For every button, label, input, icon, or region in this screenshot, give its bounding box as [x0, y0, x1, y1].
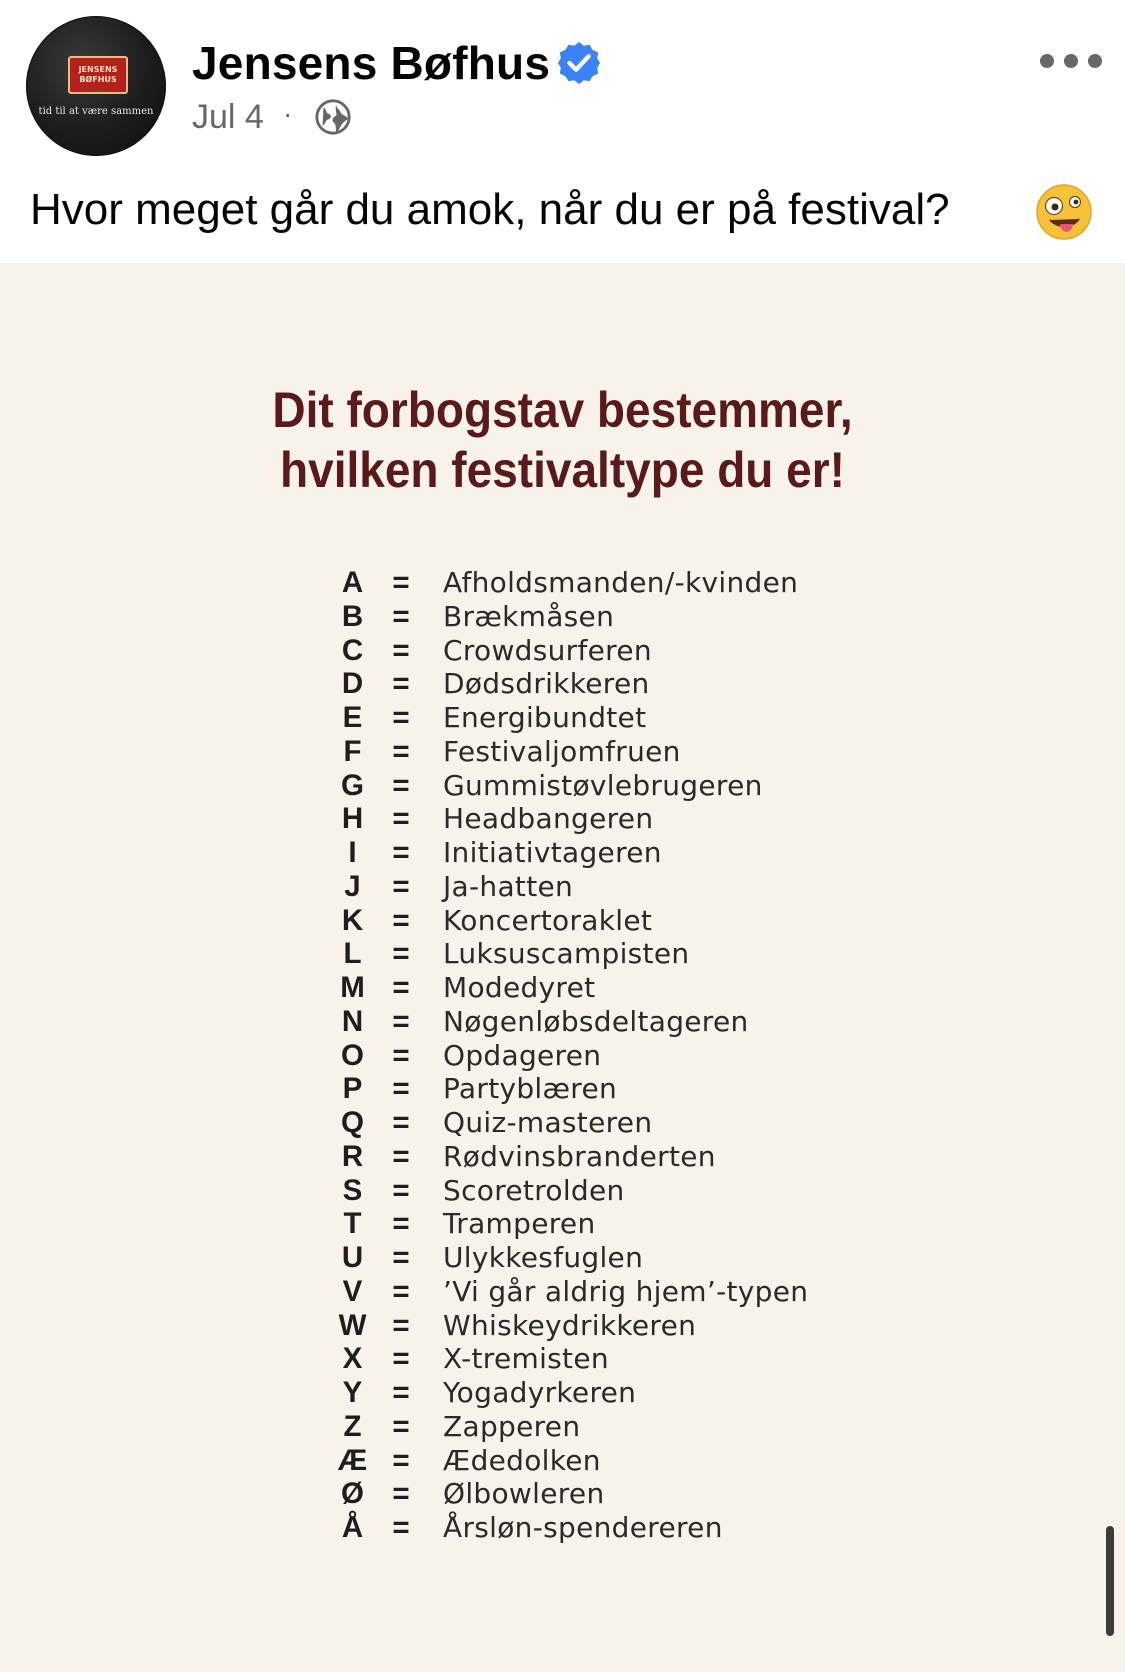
equals-sign: = [392, 903, 410, 937]
festival-type-label: Tramperen [443, 1207, 596, 1241]
image-title [0, 380, 1125, 500]
list-item [330, 701, 890, 735]
initial-letter: Ø [341, 1477, 364, 1511]
list-item [330, 634, 890, 668]
equals-sign: = [392, 1409, 410, 1443]
equals-sign: = [392, 1173, 410, 1207]
equals-sign: = [392, 1072, 410, 1106]
list-item [330, 1376, 890, 1410]
equals-sign: = [392, 1477, 410, 1511]
more-dot [1040, 54, 1054, 68]
equals-sign: = [392, 869, 410, 903]
equals-sign: = [392, 1511, 410, 1544]
initial-letter: B [341, 599, 364, 633]
list-item [330, 600, 890, 634]
equals-sign: = [392, 734, 410, 768]
list-item [330, 769, 890, 803]
festival-type-label: Zapperen [443, 1409, 581, 1443]
initial-letter: Q [341, 1106, 364, 1139]
equals-sign: = [392, 1106, 410, 1139]
post-header [0, 0, 1125, 165]
festival-type-label: Koncertoraklet [443, 903, 653, 937]
festival-type-label: ’Vi går aldrig hjem’-typen [443, 1274, 809, 1308]
list-item [330, 735, 890, 769]
initial-letter: U [341, 1241, 364, 1274]
festival-type-label: Initiativtageren [443, 836, 662, 869]
equals-sign: = [392, 1139, 410, 1173]
equals-sign: = [392, 1342, 410, 1376]
list-item [330, 1140, 890, 1174]
festival-type-label: Scoretrolden [443, 1173, 625, 1207]
festival-type-label: Headbangeren [443, 802, 654, 836]
list-item [330, 1039, 890, 1073]
list-item [330, 1174, 890, 1208]
festival-type-label: X-tremisten [443, 1342, 609, 1376]
equals-sign: = [392, 1443, 410, 1477]
equals-sign: = [392, 802, 410, 836]
festival-type-label: Whiskeydrikkeren [443, 1308, 697, 1342]
festival-type-label: Ulykkesfuglen [443, 1241, 644, 1274]
list-item [330, 1444, 890, 1478]
equals-sign: = [392, 1038, 410, 1072]
more-dot [1064, 54, 1078, 68]
more-options-icon[interactable] [1040, 48, 1102, 74]
festival-type-label: Modedyret [443, 971, 596, 1004]
initial-letter: L [343, 937, 362, 971]
festival-type-list [330, 566, 890, 1545]
festival-type-label: Opdageren [443, 1038, 602, 1072]
festival-type-label: Dødsdrikkeren [443, 667, 650, 701]
list-item [330, 1477, 890, 1511]
festival-type-label: Ja-hatten [443, 869, 574, 903]
equals-sign: = [392, 566, 410, 599]
festival-type-label: Crowdsurferen [443, 633, 652, 667]
equals-sign: = [392, 633, 410, 667]
festival-type-label: Gummistøvlebrugeren [443, 768, 763, 802]
equals-sign: = [392, 1308, 410, 1342]
equals-sign: = [392, 937, 410, 971]
list-item [330, 1511, 890, 1545]
initial-letter: D [341, 667, 364, 701]
equals-sign: = [392, 836, 410, 869]
initial-letter: Y [342, 1376, 363, 1409]
festival-type-label: Partyblæren [443, 1072, 618, 1106]
initial-letter: S [342, 1173, 363, 1207]
initial-letter: V [342, 1274, 363, 1308]
list-item [330, 1241, 890, 1275]
initial-letter: E [342, 701, 363, 734]
list-item [330, 836, 890, 870]
image-title-line-1: Dit forbogstav bestemmer, [272, 382, 853, 438]
scrollbar[interactable] [1106, 1526, 1114, 1636]
post-caption: Hvor meget går du amok, når du er på festival? [30, 185, 950, 234]
separator-dot: · [283, 98, 293, 129]
list-item [330, 971, 890, 1005]
image-title-line-2: hvilken festivaltype du er! [280, 442, 845, 498]
festival-type-label: Festivaljomfruen [443, 734, 681, 768]
equals-sign: = [392, 701, 410, 734]
more-dot [1088, 54, 1102, 68]
initial-letter: O [341, 1038, 364, 1072]
initial-letter: J [344, 869, 361, 903]
initial-letter: A [341, 566, 364, 599]
list-item [330, 904, 890, 938]
post-timestamp[interactable]: Jul 4 [192, 98, 264, 136]
list-item [330, 870, 890, 904]
logo-line-1: JENSENS [78, 65, 118, 74]
list-item [330, 667, 890, 701]
initial-letter: K [341, 903, 364, 937]
initial-letter: T [343, 1207, 362, 1241]
equals-sign: = [392, 667, 410, 701]
festival-type-label: Ølbowleren [443, 1477, 605, 1511]
page-name-link[interactable]: Jensens Bøfhus [192, 37, 551, 89]
festival-type-label: Årsløn-spendereren [443, 1511, 723, 1544]
initial-letter: P [342, 1072, 363, 1106]
initial-letter: G [341, 768, 364, 802]
equals-sign: = [392, 599, 410, 633]
festival-type-label: Yogadyrkeren [443, 1376, 637, 1409]
list-item [330, 1072, 890, 1106]
initial-letter: F [343, 734, 362, 768]
list-item [330, 1309, 890, 1343]
verified-badge-icon [556, 40, 602, 86]
initial-letter: I [348, 836, 357, 869]
logo-line-2: BØFHUS [79, 75, 117, 84]
globe-icon[interactable] [314, 98, 352, 136]
list-item [330, 1410, 890, 1444]
initial-letter: X [342, 1342, 363, 1376]
festival-type-label: Energibundtet [443, 701, 647, 734]
festival-type-label: Afholdsmanden/-kvinden [443, 566, 799, 599]
festival-type-label: Luksuscampisten [443, 937, 690, 971]
equals-sign: = [392, 971, 410, 1004]
festival-type-label: Nøgenløbsdeltageren [443, 1004, 749, 1038]
initial-letter: H [341, 802, 364, 836]
list-item [330, 937, 890, 971]
festival-type-label: Rødvinsbranderten [443, 1139, 716, 1173]
list-item [330, 1005, 890, 1039]
initial-letter: Æ [337, 1443, 368, 1477]
list-item [330, 1106, 890, 1140]
zany-face-emoji-icon [1034, 182, 1094, 242]
initial-letter: W [338, 1308, 367, 1342]
list-item [330, 1207, 890, 1241]
festival-type-label: Ædedolken [443, 1443, 601, 1477]
list-item [330, 566, 890, 600]
equals-sign: = [392, 1207, 410, 1241]
initial-letter: M [340, 971, 365, 1004]
festival-type-label: Quiz-masteren [443, 1106, 653, 1139]
initial-letter: Å [341, 1511, 364, 1544]
initial-letter: R [341, 1139, 364, 1173]
brand-logo [68, 56, 128, 94]
equals-sign: = [392, 768, 410, 802]
festival-type-label: Brækmåsen [443, 599, 615, 633]
list-item [330, 1275, 890, 1309]
equals-sign: = [392, 1004, 410, 1038]
list-item [330, 802, 890, 836]
avatar-tagline: tid til at være sammen [38, 106, 154, 117]
initial-letter: N [341, 1004, 364, 1038]
page-avatar[interactable] [26, 16, 166, 156]
equals-sign: = [392, 1376, 410, 1409]
list-item [330, 1342, 890, 1376]
equals-sign: = [392, 1241, 410, 1274]
equals-sign: = [392, 1274, 410, 1308]
initial-letter: Z [343, 1409, 362, 1443]
initial-letter: C [341, 633, 364, 667]
